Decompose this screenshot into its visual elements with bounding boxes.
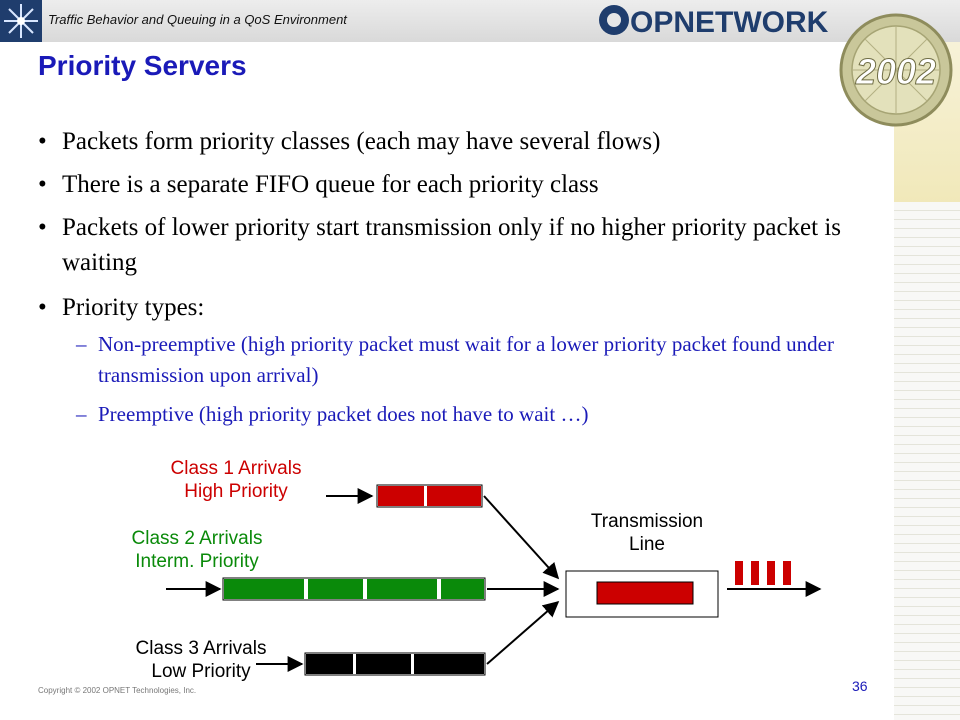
class1-to-server-arrow [484,496,558,578]
class2-packet [224,579,304,599]
bullet-item-priority-types [38,290,888,430]
header-subtitle: Traffic Behavior and Queuing in a QoS Environment [48,12,347,27]
opnetwork-logo [596,2,828,38]
year-2002-badge [836,10,956,130]
class1-label: Class 1 Arrivals [170,458,302,479]
class2-packet [308,579,363,599]
sub-bullet-list [62,329,888,430]
sub-bullet-item: – Non-preemptive (high priority packet must wait for a lower priority packet found under transmission upon arrival) [62,329,888,391]
class2-packet [441,579,484,599]
copyright-text: Copyright © 2002 OPNET Technologies, Inc. [38,686,197,695]
bullet-text: Priority types: [62,294,205,321]
header-bar [0,0,960,42]
output-packet [735,561,743,585]
transmission-label: Transmission [590,511,704,532]
class1-packet [378,486,424,506]
class1-priority: High Priority [184,481,288,502]
class3-packet [356,654,411,674]
output-packet [783,561,791,585]
bullet-item: • Packets of lower priority start transmission only if no higher priority packet is waiting [38,210,888,280]
output-packet [767,561,775,585]
decorative-side-strip [894,42,960,720]
bullet-list [38,124,888,440]
class2-packet [367,579,437,599]
class3-label: Class 3 Arrivals [135,638,267,659]
class2-priority: Interm. Priority [135,551,259,572]
class3-packet [306,654,353,674]
slide-title: Priority Servers [38,50,247,81]
bullet-item: • Packets form priority classes (each may have several flows) [38,124,888,159]
svg-text:2002: 2002 [855,51,937,92]
page-number: 36 [852,678,868,694]
class3-packet [414,654,484,674]
sub-bullet-item: – Preemptive (high priority packet does not have to wait …) [62,399,888,430]
priority-queue-diagram [0,440,894,690]
class3-to-server-arrow [487,602,558,664]
opnet-star-logo [0,0,42,42]
transmission-line-label: Line [629,534,665,555]
class3-priority: Low Priority [151,661,251,682]
bullet-item: • There is a separate FIFO queue for each priority class [38,167,888,202]
packet-in-transmission [597,582,693,604]
output-packet [751,561,759,585]
class1-packet [427,486,481,506]
svg-text:OPNETWORK: OPNETWORK [630,6,828,38]
class2-label: Class 2 Arrivals [131,528,263,549]
